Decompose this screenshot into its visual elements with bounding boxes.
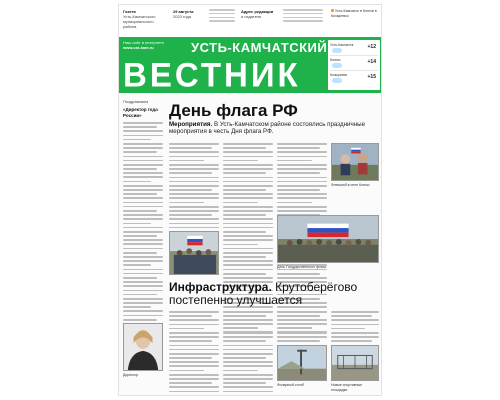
- weather-place: Усть-Камчатск: [330, 43, 354, 47]
- address-info: [241, 9, 277, 19]
- article2-column-2: [223, 311, 273, 395]
- article2-lead: Крутоберёгово постепенно улучшается: [169, 280, 358, 307]
- tab-text: Усть-Камчатск ● Ключи ● Козыревск: [331, 9, 377, 18]
- header-strip: [119, 5, 382, 37]
- masthead-title-big: ВЕСТНИК: [123, 54, 301, 94]
- weather-widget: [328, 40, 380, 90]
- tab-badge: [331, 9, 379, 33]
- article2-column-1: [169, 311, 219, 395]
- lamp-post-photo-image: [278, 346, 326, 380]
- weather-place: Ключи: [330, 58, 341, 62]
- header-lines-2: [283, 9, 323, 24]
- header-lines: [209, 9, 235, 24]
- weather-row: [330, 72, 378, 86]
- newspaper-page: [118, 4, 382, 396]
- cloud-icon: [332, 63, 342, 68]
- photo-lamp-post: [277, 345, 327, 381]
- article1-lead-text: В Усть-Камчатском районе состоялись праздничные мероприятия в честь Дня флага РФ.: [169, 121, 366, 136]
- playground-photo-image: [332, 346, 378, 380]
- photo-caption-3: Фонарный столб: [277, 383, 305, 387]
- article2-title: [169, 281, 379, 307]
- website-url: www.ust-kam.ru: [123, 45, 154, 50]
- orange-dot-icon: [331, 9, 334, 12]
- photo-flashmob: [331, 143, 379, 181]
- weather-temp: +14: [367, 59, 376, 65]
- left-lead: «Директор года России»: [123, 107, 158, 118]
- website-label: Наш сайт в интернете: [123, 40, 165, 45]
- crowd-photo-image: [170, 232, 218, 274]
- issue-date: 29 августа: [173, 9, 194, 14]
- address-label: Адрес редакции: [241, 9, 274, 14]
- photo-caption-4: Новые спортивные площадки: [331, 383, 363, 392]
- photo-crowd-flag: [169, 231, 219, 275]
- website-info: [123, 40, 164, 50]
- article1-rubric: Мероприятия.: [169, 121, 213, 128]
- left-rubric: Поздравляем: [123, 99, 149, 104]
- weather-row: [330, 57, 378, 71]
- photo-portrait: [123, 323, 163, 371]
- flag-day-photo-image: [278, 216, 378, 262]
- cloud-icon: [332, 78, 342, 83]
- photo-playground: [331, 345, 379, 381]
- masthead: [119, 37, 382, 93]
- issue-year: 2023 года: [173, 14, 192, 19]
- article1-lead: [169, 121, 377, 136]
- photo-flag-day: [277, 215, 379, 263]
- article2-rubric: Инфраструктура.: [169, 280, 272, 294]
- portrait-caption: Директор: [123, 373, 139, 377]
- photo-caption-2: День Государственного флага: [277, 265, 326, 269]
- weather-place: Козыревск: [330, 73, 348, 77]
- portrait-photo-image: [124, 324, 162, 370]
- masthead-title-small: УСТЬ-КАМЧАТСКИЙ: [191, 40, 328, 55]
- founder-text: Усть-Камчатского муниципального района: [123, 14, 156, 29]
- article1-title: День флага РФ: [169, 101, 298, 120]
- founder-info: [123, 9, 167, 29]
- weather-temp: +15: [367, 74, 376, 80]
- weather-row: [330, 42, 378, 56]
- cloud-icon: [332, 48, 342, 53]
- founder-label: Газета: [123, 9, 136, 14]
- weather-temp: +12: [367, 44, 376, 50]
- issue-info: [173, 9, 203, 19]
- flashmob-photo-image: [332, 144, 378, 180]
- address-text: и издателя: [241, 14, 262, 19]
- photo-caption-1: Флешмоб в селе Ключи: [331, 183, 370, 187]
